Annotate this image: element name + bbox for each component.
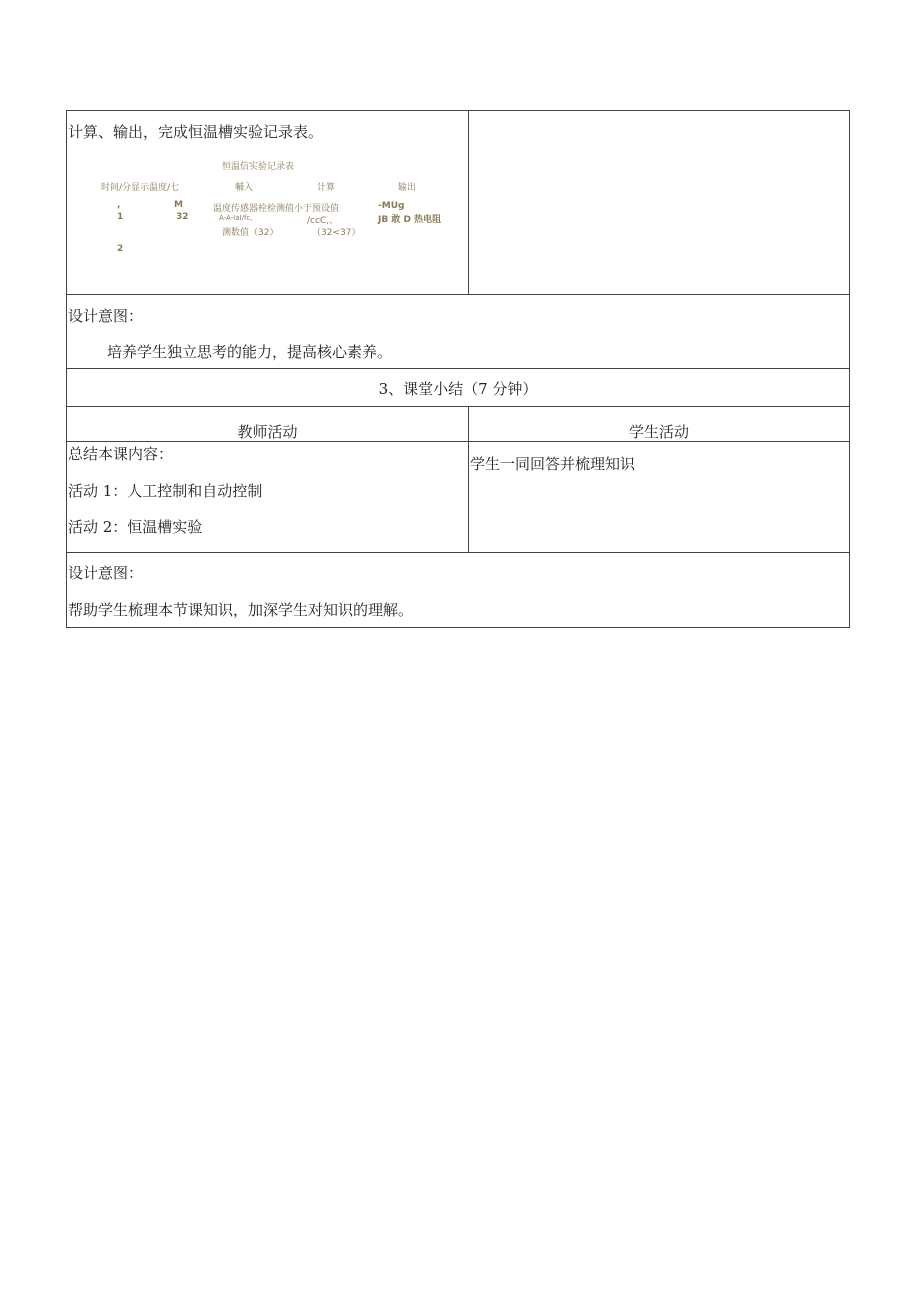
- figure-row2-index: 2: [117, 244, 124, 254]
- design-intent-1-cell: [67, 295, 850, 369]
- figure-row1-index: 1: [117, 212, 124, 222]
- design-intent-2-cell: [67, 553, 850, 628]
- student-header-cell: [469, 407, 850, 442]
- figure-title: 恒温信实验记录表: [222, 162, 295, 172]
- figure-mark-m: M: [174, 200, 183, 210]
- figure-row1-calc-line2: （32<37）: [312, 228, 361, 238]
- figure-row1-input-line2: A-A-IaI/fc、: [219, 214, 258, 222]
- figure-mark-mug: -MUg: [378, 201, 405, 211]
- teacher-line-3: 活动 2：恒温槽实验: [68, 518, 203, 536]
- teacher-activity-header: 教师活动: [237, 423, 298, 441]
- calc-output-cell: [67, 111, 469, 295]
- calc-output-text: 计算、输出，完成恒温槽实验记录表。: [68, 123, 324, 141]
- figure-header-output: 输出: [398, 183, 417, 193]
- student-activity-header: 学生活动: [628, 423, 689, 441]
- figure-header-time: 时间/分显示温度/七: [101, 183, 180, 193]
- figure-row1-input-line1: 温度传感器栓检测值小于预设值: [213, 204, 340, 214]
- teacher-header-cell: [67, 407, 469, 442]
- design-intent-2-label: 设计意图：: [68, 564, 144, 582]
- figure-header-calc: 计算: [317, 183, 336, 193]
- figure-row1-calc-line1: /ccC,、: [307, 216, 339, 226]
- empty-right-cell: [469, 111, 850, 295]
- design-intent-1-text: 培养学生独立思考的能力，提高核心素养。: [107, 343, 393, 361]
- section-title-cell: [67, 369, 850, 407]
- teacher-line-2: 活动 1：人工控制和自动控制: [68, 482, 263, 500]
- lesson-table: [66, 110, 849, 628]
- figure-row1-output: JB 敢 D 热电阻: [378, 215, 442, 225]
- figure-header-input: 輔入: [235, 183, 254, 193]
- student-activity-cell: [469, 442, 850, 553]
- figure-row1-temp: 32: [176, 212, 189, 222]
- figure-row1-input-line3: 测数值（32）: [222, 228, 279, 238]
- teacher-activity-cell: [67, 442, 469, 553]
- student-line-1: 学生一同回答并梳理知识: [470, 455, 636, 473]
- teacher-line-1: 总结本课内容：: [68, 445, 174, 463]
- design-intent-2-text: 帮助学生梳理本节课知识，加深学生对知识的理解。: [68, 601, 414, 619]
- section-title: 3、课堂小结（7 分钟）: [378, 380, 538, 398]
- figure-mark-comma: ,: [117, 200, 121, 210]
- design-intent-1-label: 设计意图：: [68, 307, 144, 325]
